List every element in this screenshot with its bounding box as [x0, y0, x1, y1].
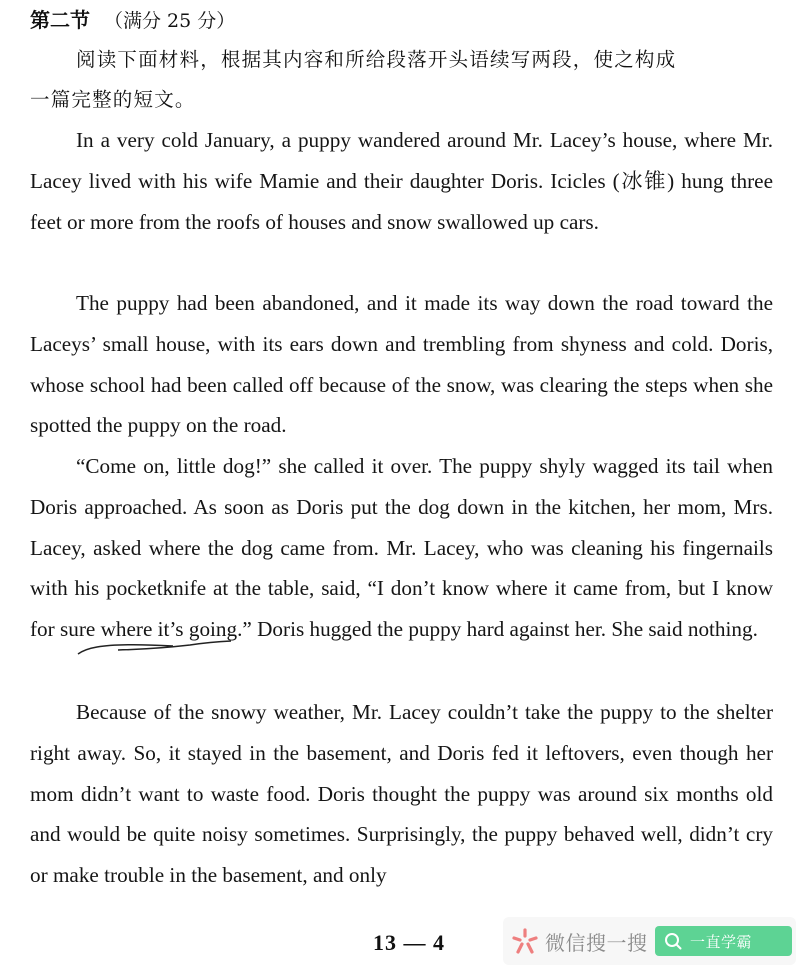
paragraph-1-text: In a very cold January, a puppy wandered around Mr. Lacey’s house, where Mr. Lacey lived with his wife Mamie and their daughter Doris. Icicles (冰锥) hung three feet or more from the roofs of houses and snow swallowed up cars.	[30, 128, 773, 234]
watermark-search-text: 一直学霸	[690, 932, 753, 951]
section-title: 第二节	[30, 8, 90, 32]
page-number: 13 — 4	[373, 930, 445, 955]
section-heading	[30, 4, 235, 33]
paragraph-3-text-before: “Come on, little dog!” she called it over. The puppy shyly wagged its tail when Doris approached. As soon as Doris put the dog down in the kitchen, her mom, Mrs. Lacey, asked where the dog came from. Mr. Lacey, who was cleaning his fingernails with his pocketknife at the table, said, “I don’t	[30, 454, 773, 601]
instructions-line-2: 一篇完整的短文。	[30, 88, 196, 111]
paragraph-2	[30, 283, 773, 446]
instructions-line-1: 阅读下面材料，根据其内容和所给段落开头语续写两段，使之构成	[76, 48, 677, 71]
paragraph-1	[30, 120, 773, 242]
wechat-search-watermark[interactable]	[503, 917, 796, 965]
paragraph-2-text: The puppy had been abandoned, and it made its way down the road toward the Laceys’ small house, with its ears down and trembling from shyness and cold. Doris, whose school had been called off because of the snow, was clearing the steps when she spotted the puppy on the road.	[30, 291, 773, 438]
wechat-search-label: 微信搜一搜	[545, 931, 648, 955]
wechat-search-icon	[511, 927, 539, 955]
paragraph-3-text-after: from, but I know for sure where it’s going.” Doris hugged the puppy hard against her. She said nothing.	[30, 576, 773, 642]
instructions	[30, 40, 775, 120]
paragraph-4	[30, 692, 773, 896]
watermark-search-box[interactable]	[655, 926, 792, 956]
paragraph-4-text: Because of the snowy weather, Mr. Lacey couldn’t take the puppy to the shelter right away. So, it stayed in the basement, and Doris fed it leftovers, even though her mom didn’t want to waste food. Doris thought the puppy was around six months old and would be quite noisy sometimes. Surprisingly, the puppy behaved well, didn’t cry or make trouble in the basement, and only	[30, 700, 773, 888]
search-icon	[664, 932, 682, 950]
section-score: （满分 25 分）	[104, 10, 236, 32]
handwritten-underlined-phrase: know where it came	[441, 576, 618, 601]
paragraph-3	[30, 446, 773, 650]
